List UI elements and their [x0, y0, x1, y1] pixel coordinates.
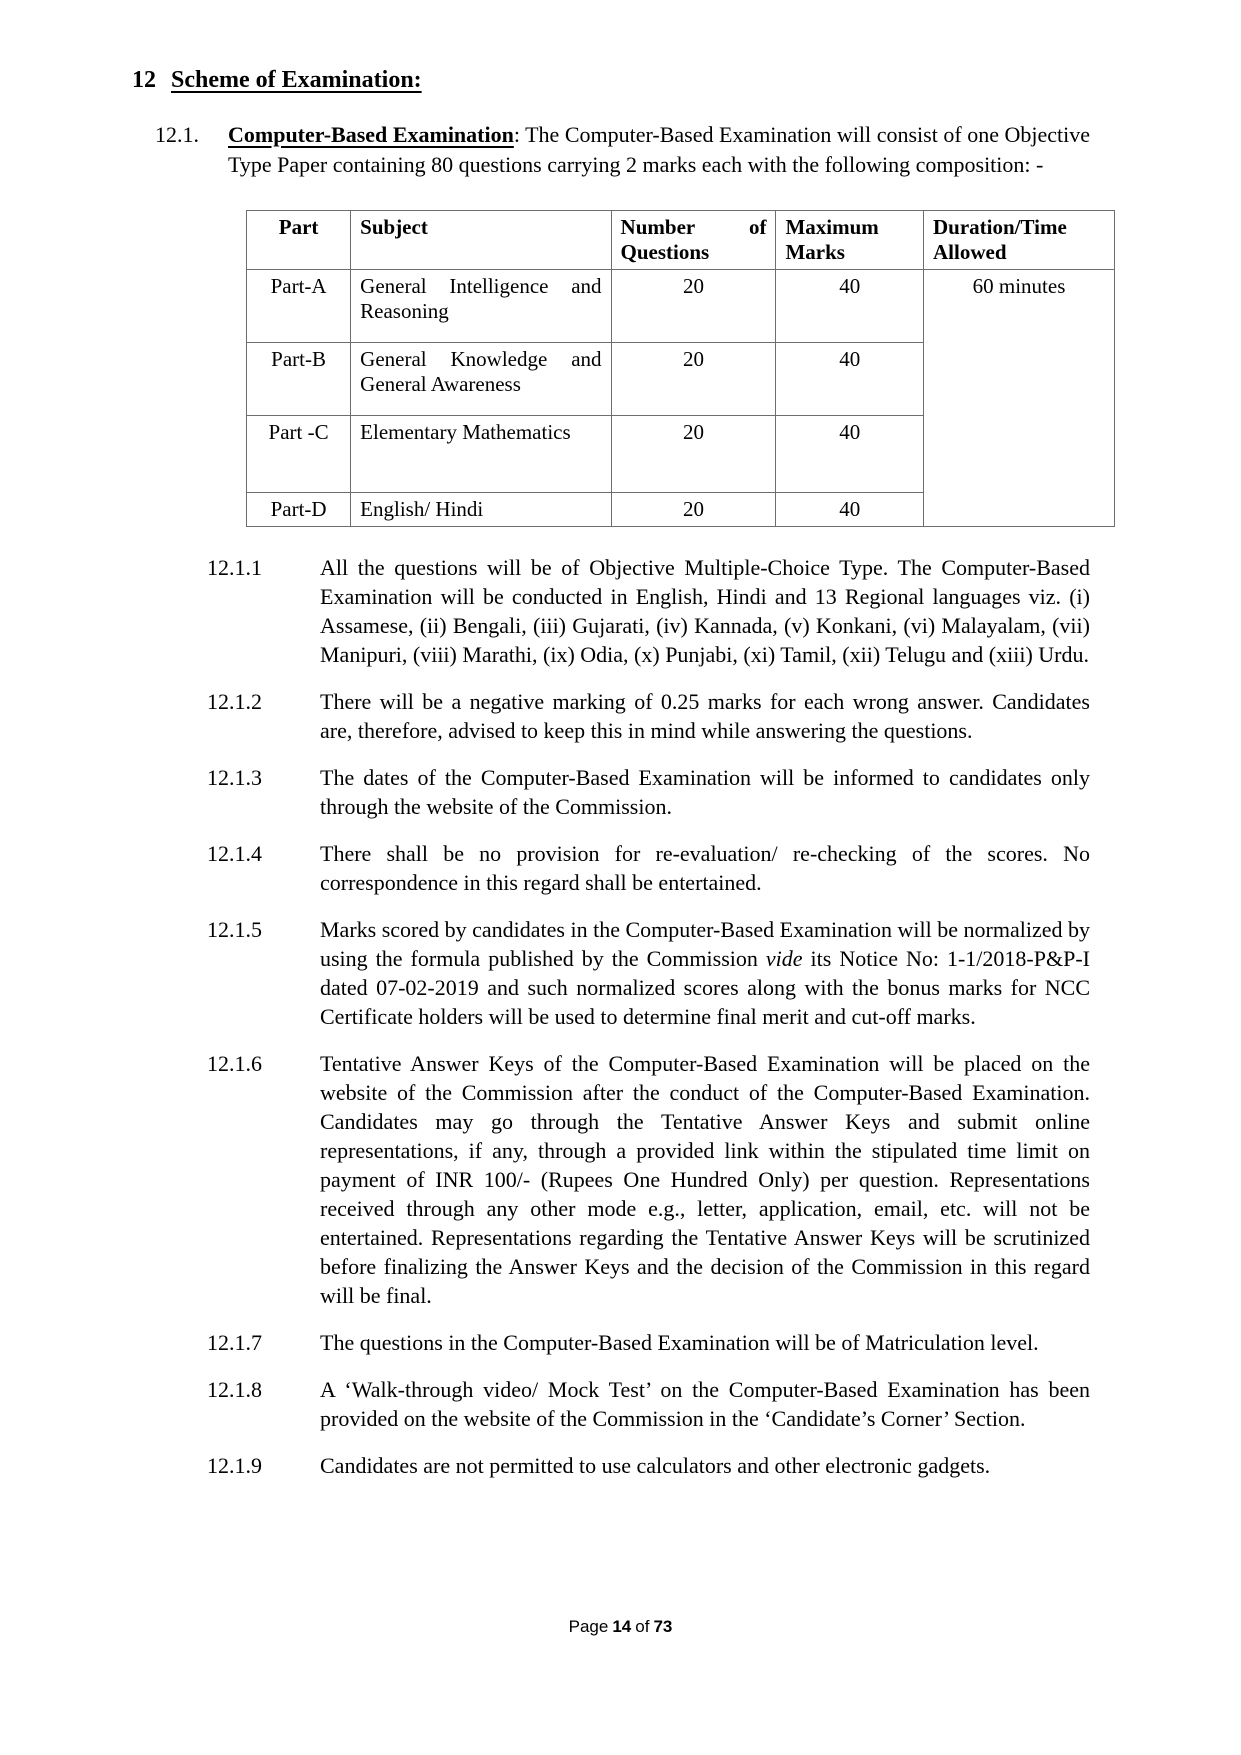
marks-cell: 40 — [776, 416, 924, 493]
column-header-marks: Maximum Marks — [776, 211, 924, 270]
part-cell: Part-A — [247, 270, 351, 343]
item-number: 12.1.6 — [207, 1051, 262, 1076]
item-text: Tentative Answer Keys of the Computer-Based Examination will be placed on the website of the Commission after the conduct of the Computer-Based Examination. Candidates may go through the Tentative Answer Keys and submit online representations, if any, through a provided link within the stipulated time limit on payment of INR 100/- (Rupees One Hundred Only) per question. Representations received through any other mode e.g., letter, application, email, etc. will not be entertained. Representations regarding the Tentative Answer Keys will be scrutinized before finalizing the Answer Keys and the decision of the Commission in this regard will be final. — [320, 1051, 1090, 1308]
list-item — [132, 1049, 1090, 1310]
subsection-text-rest: : The Computer-Based Examination will consist of one Objective Type Paper containing 80 questions carrying 2 marks each with the following composition: - — [228, 122, 1091, 177]
section-title: Scheme of Examination: — [171, 67, 422, 93]
item-text: There will be a negative marking of 0.25 marks for each wrong answer. Candidates are, therefore, advised to keep this in mind while answering the questions. — [320, 689, 1090, 743]
list-item — [132, 687, 1090, 745]
item-number: 12.1.8 — [207, 1377, 262, 1402]
item-number: 12.1.5 — [207, 917, 262, 942]
item-number: 12.1.7 — [207, 1330, 262, 1355]
numbered-items — [132, 553, 1090, 1480]
column-header-duration: Duration/Time Allowed — [924, 211, 1115, 270]
subject-cell: English/ Hindi — [351, 493, 611, 527]
subsection-text — [228, 120, 1090, 180]
duration-cell: 60 minutes — [924, 270, 1115, 527]
item-text: The questions in the Computer-Based Examination will be of Matriculation level. — [320, 1330, 1039, 1355]
item-text: The dates of the Computer-Based Examination will be informed to candidates only through the website of the Commission. — [320, 765, 1090, 819]
section-number: 12 — [132, 67, 156, 93]
table-header-row — [247, 211, 1115, 270]
list-item — [132, 1451, 1090, 1480]
item-number: 12.1.1 — [207, 555, 262, 580]
list-item — [132, 553, 1090, 669]
marks-cell: 40 — [776, 493, 924, 527]
list-item — [132, 915, 1090, 1031]
subject-cell: Elementary Mathematics — [351, 416, 611, 493]
subject-cell: General Intelligence and Reasoning — [351, 270, 611, 343]
subsection-title: Computer-Based Examination — [228, 122, 514, 147]
table-row — [247, 270, 1115, 343]
item-text: A ‘Walk-through video/ Mock Test’ on the Computer-Based Examination has been provided on the website of the Commission in the ‘Candidate’s Corner’ Section. — [320, 1377, 1090, 1431]
list-item — [132, 1328, 1090, 1357]
exam-scheme-table-wrap — [246, 210, 1115, 527]
subject-cell: General Knowledge and General Awareness — [351, 343, 611, 416]
questions-cell: 20 — [611, 343, 776, 416]
item-text: All the questions will be of Objective Multiple-Choice Type. The Computer-Based Examination will be conducted in English, Hindi and 13 Regional languages viz. (i) Assamese, (ii) Bengali, (iii) Gujarati, (iv) Kannada, (v) Konkani, (vi) Malayalam, (vii) Manipuri, (viii) Marathi, (ix) Odia, (x) Punjabi, (xi) Tamil, (xii) Telugu and (xiii) Urdu. — [320, 555, 1090, 667]
subsection-paragraph — [132, 120, 1090, 180]
column-header-subject: Subject — [351, 211, 611, 270]
item-number: 12.1.9 — [207, 1453, 262, 1478]
item-number: 12.1.3 — [207, 765, 262, 790]
item-number: 12.1.2 — [207, 689, 262, 714]
part-cell: Part -C — [247, 416, 351, 493]
list-item — [132, 839, 1090, 897]
questions-cell: 20 — [611, 270, 776, 343]
exam-scheme-table — [246, 210, 1115, 527]
marks-cell: 40 — [776, 270, 924, 343]
marks-cell: 40 — [776, 343, 924, 416]
item-text-italic-segment: vide — [765, 946, 803, 971]
part-cell: Part-B — [247, 343, 351, 416]
subsection-number: 12.1. — [155, 122, 199, 147]
footer-of-label: of — [635, 1617, 650, 1636]
footer-total-pages: 73 — [653, 1617, 673, 1636]
item-text — [320, 915, 1090, 1031]
part-cell: Part-D — [247, 493, 351, 527]
questions-cell: 20 — [611, 493, 776, 527]
questions-cell: 20 — [611, 416, 776, 493]
section-heading — [132, 64, 1090, 96]
page-footer — [0, 1617, 1241, 1637]
item-number: 12.1.4 — [207, 841, 262, 866]
column-header-questions: Number of Questions — [611, 211, 776, 270]
list-item — [132, 763, 1090, 821]
footer-current-page: 14 — [612, 1617, 632, 1636]
item-text-segment: its Notice No: 1-1/2018-P&P-I dated 07-02-2019 and such normalized scores along with the bonus marks for NCC Certificate holders will be used to determine final merit and cut-off marks. — [320, 946, 1090, 1029]
list-item — [132, 1375, 1090, 1433]
item-text: Candidates are not permitted to use calculators and other electronic gadgets. — [320, 1453, 991, 1478]
footer-page-label: Page — [568, 1617, 609, 1636]
column-header-part: Part — [247, 211, 351, 270]
item-text: There shall be no provision for re-evaluation/ re-checking of the scores. No correspondence in this regard shall be entertained. — [320, 841, 1090, 895]
item-text-segment: Marks scored by candidates in the Computer-Based Examination will be normalized by using the formula published by the Commission — [320, 917, 1090, 971]
